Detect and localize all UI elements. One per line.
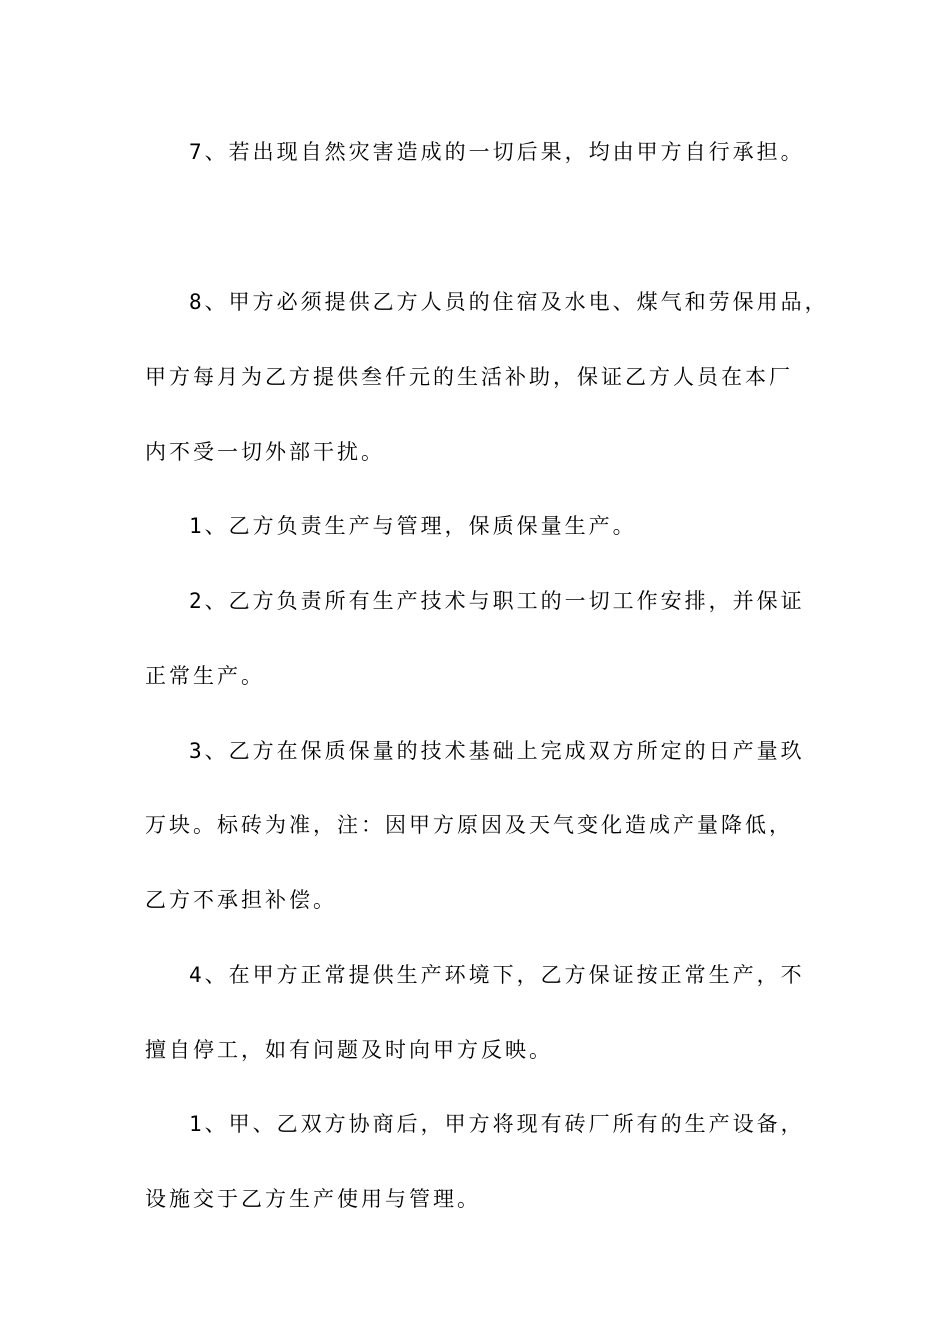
paragraph-8-line-2: 甲方每月为乙方提供叁仟元的生活补助，保证乙方人员在本厂 xyxy=(145,365,793,389)
paragraph-b3-line-3: 乙方不承担补偿。 xyxy=(145,888,337,912)
paragraph-b2-line-2: 正常生产。 xyxy=(145,664,265,688)
paragraph-b3-line-2: 万块。标砖为准，注：因甲方原因及天气变化造成产量降低， xyxy=(145,813,793,837)
paragraph-b3-line-1: 3、乙方在保质保量的技术基础上完成双方所定的日产量玖 xyxy=(189,739,805,763)
paragraph-c1-line-2: 设施交于乙方生产使用与管理。 xyxy=(145,1187,481,1211)
paragraph-b4-line-2: 擅自停工，如有问题及时向甲方反映。 xyxy=(145,1038,553,1062)
paragraph-b4-line-1: 4、在甲方正常提供生产环境下，乙方保证按正常生产，不 xyxy=(189,963,805,987)
paragraph-7-line-1: 7、若出现自然灾害造成的一切后果，均由甲方自行承担。 xyxy=(189,140,805,164)
paragraph-c1-line-1: 1、甲、乙双方协商后，甲方将现有砖厂所有的生产设备， xyxy=(189,1112,805,1136)
paragraph-8-line-3: 内不受一切外部干扰。 xyxy=(145,440,385,464)
paragraph-b1-line-1: 1、乙方负责生产与管理，保质保量生产。 xyxy=(189,514,637,538)
paragraph-8-line-1: 8、甲方必须提供乙方人员的住宿及水电、煤气和劳保用品， xyxy=(189,290,829,314)
paragraph-b2-line-1: 2、乙方负责所有生产技术与职工的一切工作安排，并保证 xyxy=(189,589,805,613)
